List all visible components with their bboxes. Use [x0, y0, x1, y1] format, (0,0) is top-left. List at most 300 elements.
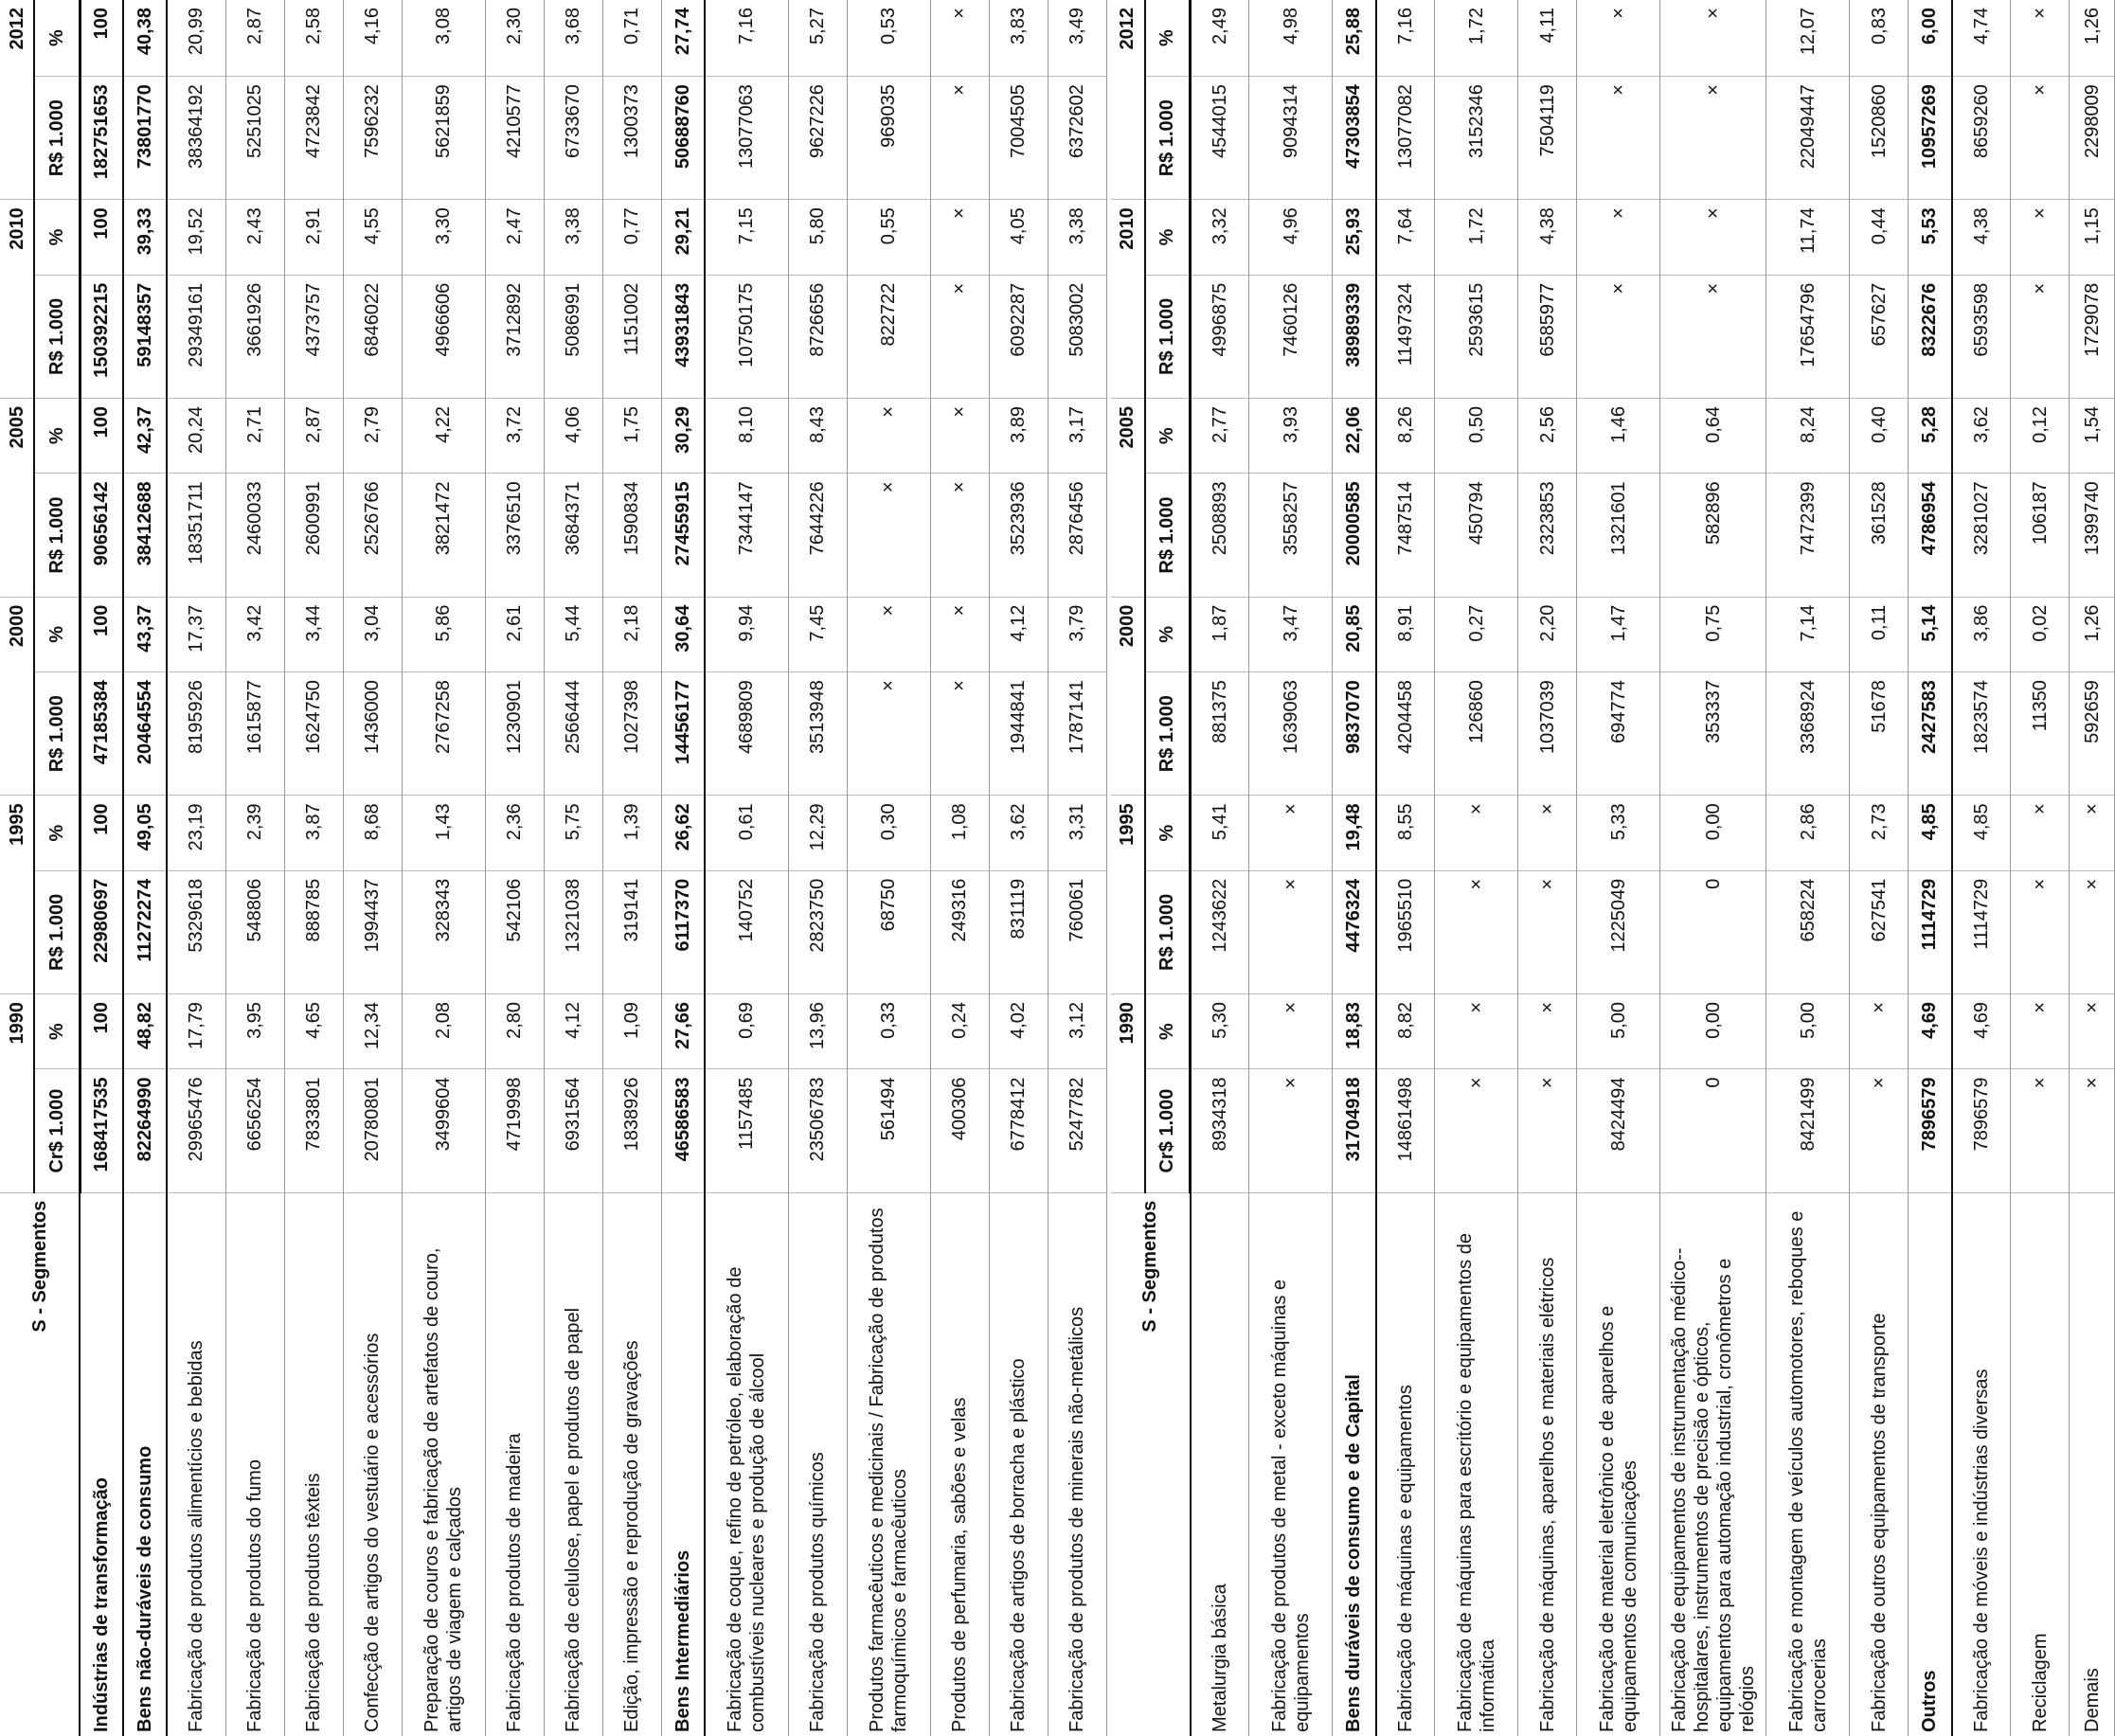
value-cell: 8726656	[788, 275, 847, 398]
value-cell: 1300373	[602, 77, 661, 200]
value-cell: 14456177	[661, 672, 705, 796]
table-row	[989, 0, 1048, 1736]
percent-cell: 3,44	[284, 597, 343, 671]
percent-cell: 2,79	[343, 398, 402, 473]
percent-cell: 5,14	[1909, 597, 1952, 671]
value-cell: 3523936	[989, 474, 1048, 597]
percent-cell: 4,65	[284, 993, 343, 1068]
year-2010: 2010	[0, 200, 34, 399]
value-cell: 13077082	[1376, 77, 1435, 200]
percent-cell: 0,50	[1435, 398, 1518, 473]
value-cell: 2566444	[544, 672, 602, 796]
percent-cell: 30,64	[661, 597, 705, 671]
percent-cell: 3,83	[989, 0, 1048, 77]
col-header: Cr$ 1.000	[34, 1069, 80, 1192]
percent-cell: 8,68	[343, 796, 402, 870]
value-cell: 10750175	[705, 275, 788, 398]
value-cell: 4723842	[284, 77, 343, 200]
percent-cell: ×	[2070, 796, 2115, 870]
percent-cell: 1,43	[402, 796, 485, 870]
table-row	[1376, 0, 1435, 1736]
percent-cell: 1,26	[2070, 597, 2115, 671]
value-cell: 881375	[1191, 672, 1249, 796]
percent-cell: 3,89	[989, 398, 1048, 473]
value-cell: 888785	[284, 870, 343, 993]
percent-cell: 4,69	[1909, 993, 1952, 1068]
value-cell: ×	[2011, 275, 2070, 398]
percent-cell: ×	[1435, 796, 1518, 870]
percent-cell: 2,58	[284, 0, 343, 77]
segment-label: Confecção de artigos do vestuário e acessórios	[343, 1192, 402, 1736]
percent-cell: 100	[80, 597, 123, 671]
value-cell: ×	[1435, 1069, 1518, 1192]
table-row	[1577, 0, 1660, 1736]
percent-cell: 0,00	[1660, 993, 1766, 1068]
value-cell: ×	[1577, 275, 1660, 398]
percent-cell: ×	[1249, 993, 1333, 1068]
segment-label: Fabricação de produtos alimentícios e bebidas	[167, 1192, 225, 1736]
value-cell: 18351711	[167, 474, 225, 597]
value-cell: 1230901	[485, 672, 544, 796]
segments-table-2	[1111, 0, 2115, 1736]
percent-cell: 12,34	[343, 993, 402, 1068]
value-cell: 2526766	[343, 474, 402, 597]
value-cell: 29965476	[167, 1069, 225, 1192]
percent-cell: 39,33	[123, 200, 167, 275]
percent-cell: 4,38	[1518, 200, 1577, 275]
percent-cell: 3,72	[485, 398, 544, 473]
percent-cell: 2,36	[485, 796, 544, 870]
percent-cell: 2,87	[284, 398, 343, 473]
percent-cell: 100	[80, 993, 123, 1068]
percent-cell: 48,82	[123, 993, 167, 1068]
table-row	[1850, 0, 1909, 1736]
col-header: %	[1145, 796, 1191, 870]
col-header: R$ 1.000	[1145, 870, 1191, 993]
value-cell: 2427583	[1909, 672, 1952, 796]
percent-cell: ×	[1435, 993, 1518, 1068]
year-header-row	[1111, 0, 1145, 1736]
percent-cell: 2,77	[1191, 398, 1249, 473]
percent-cell: 7,45	[788, 597, 847, 671]
value-cell: 627541	[1850, 870, 1909, 993]
percent-cell: 0,00	[1660, 796, 1766, 870]
value-cell: 1787141	[1048, 672, 1106, 796]
percent-cell: 20,85	[1333, 597, 1376, 671]
percent-cell: ×	[930, 200, 989, 275]
percent-cell: 3,42	[225, 597, 284, 671]
col-header: %	[1145, 993, 1191, 1068]
table-subtotal-row	[661, 0, 705, 1736]
value-cell: 4204458	[1376, 672, 1435, 796]
value-cell: 760061	[1048, 870, 1106, 993]
percent-cell: 3,17	[1048, 398, 1106, 473]
value-cell: 7504119	[1518, 77, 1577, 200]
value-cell: 6593598	[1952, 275, 2011, 398]
percent-cell: 5,00	[1577, 993, 1660, 1068]
percent-cell: 4,05	[989, 200, 1048, 275]
table-row	[788, 0, 847, 1736]
value-cell: 3281027	[1952, 474, 2011, 597]
value-cell: 10957269	[1909, 77, 1952, 200]
percent-cell: 13,96	[788, 993, 847, 1068]
percent-cell: 3,79	[1048, 597, 1106, 671]
value-cell: 182751653	[80, 77, 123, 200]
value-cell: 1321038	[544, 870, 602, 993]
value-cell: ×	[1577, 77, 1660, 200]
segment-label: Fabricação de máquinas para escritório e equipamentos de informática	[1435, 1192, 1518, 1736]
value-cell: 9094314	[1249, 77, 1333, 200]
value-cell: 1436000	[343, 672, 402, 796]
percent-cell: ×	[2011, 200, 2070, 275]
value-cell: 3821472	[402, 474, 485, 597]
percent-cell: 0,44	[1850, 200, 1909, 275]
percent-cell: 5,53	[1909, 200, 1952, 275]
percent-cell: 4,74	[1952, 0, 2011, 77]
percent-cell: 25,93	[1333, 200, 1376, 275]
percent-cell: 1,08	[930, 796, 989, 870]
percent-cell: 1,39	[602, 796, 661, 870]
value-cell: 7004505	[989, 77, 1048, 200]
percent-cell: ×	[930, 398, 989, 473]
section-label: S - Segmentos	[1111, 1192, 1191, 1736]
percent-cell: 100	[80, 0, 123, 77]
percent-cell: 2,61	[485, 597, 544, 671]
segment-label: Fabricação de máquinas, aparelhos e materiais elétricos	[1518, 1192, 1577, 1736]
percent-cell: 4,11	[1518, 0, 1577, 77]
section-label: S - Segmentos	[0, 1192, 80, 1736]
percent-cell: ×	[2011, 993, 2070, 1068]
value-cell: 0	[1660, 870, 1766, 993]
percent-cell: 4,38	[1952, 200, 2011, 275]
percent-cell: 5,30	[1191, 993, 1249, 1068]
value-cell: 1114729	[1909, 870, 1952, 993]
value-cell: 11272274	[123, 870, 167, 993]
percent-cell: 2,56	[1518, 398, 1577, 473]
value-cell: 1225049	[1577, 870, 1660, 993]
percent-cell: 2,91	[284, 200, 343, 275]
table-row	[485, 0, 544, 1736]
value-cell: 106187	[2011, 474, 2070, 597]
percent-cell: ×	[847, 597, 930, 671]
segment-label: Preparação de couros e fabricação de artefatos de couro, artigos de viagem e calçados	[402, 1192, 485, 1736]
percent-cell: 3,49	[1048, 0, 1106, 77]
value-cell: 4786954	[1909, 474, 1952, 597]
value-cell: ×	[930, 672, 989, 796]
percent-cell: 40,38	[123, 0, 167, 77]
percent-cell: ×	[1249, 796, 1333, 870]
percent-cell: 27,66	[661, 993, 705, 1068]
percent-cell: 3,95	[225, 993, 284, 1068]
percent-cell: 22,06	[1333, 398, 1376, 473]
table-row	[705, 0, 788, 1736]
col-header: %	[34, 398, 80, 473]
percent-cell: 26,62	[661, 796, 705, 870]
table-row	[847, 0, 930, 1736]
value-cell: 1520860	[1850, 77, 1909, 200]
value-cell: ×	[2011, 1069, 2070, 1192]
percent-cell: 4,22	[402, 398, 485, 473]
value-cell: 4689809	[705, 672, 788, 796]
percent-cell: 1,47	[1577, 597, 1660, 671]
year-2000: 2000	[0, 597, 34, 796]
value-cell: 8195926	[167, 672, 225, 796]
value-cell: ×	[2070, 1069, 2115, 1192]
value-cell: ×	[1435, 870, 1518, 993]
percent-cell: 0,69	[705, 993, 788, 1068]
value-cell: 20780801	[343, 1069, 402, 1192]
segment-label: Indústrias de transformação	[80, 1192, 123, 1736]
table-row	[1048, 0, 1106, 1736]
year-1995: 1995	[1111, 796, 1145, 994]
value-cell: 8322676	[1909, 275, 1952, 398]
percent-cell: 1,75	[602, 398, 661, 473]
percent-cell: 100	[80, 796, 123, 870]
percent-cell: 2,87	[225, 0, 284, 77]
year-1990: 1990	[0, 993, 34, 1192]
value-cell: 4476324	[1333, 870, 1376, 993]
percent-cell: 2,86	[1766, 796, 1850, 870]
value-cell: 150392215	[80, 275, 123, 398]
percent-cell: 3,38	[544, 200, 602, 275]
segment-label: Reciclagem	[2011, 1192, 2070, 1736]
segment-label: Bens duráveis de consumo e de Capital	[1333, 1192, 1376, 1736]
value-cell: 3712892	[485, 275, 544, 398]
value-cell: 6931564	[544, 1069, 602, 1192]
table-1-body	[80, 0, 1106, 1736]
table-row	[1518, 0, 1577, 1736]
value-cell: 1729078	[2070, 275, 2115, 398]
value-cell: 3513948	[788, 672, 847, 796]
value-cell: 1838926	[602, 1069, 661, 1192]
value-cell: 4719998	[485, 1069, 544, 1192]
value-cell: 14861498	[1376, 1069, 1435, 1192]
percent-cell: 3,30	[402, 200, 485, 275]
percent-cell: 5,28	[1909, 398, 1952, 473]
table-row	[2011, 0, 2070, 1736]
year-2005: 2005	[0, 398, 34, 597]
percent-cell: 25,88	[1333, 0, 1376, 77]
percent-cell: 1,09	[602, 993, 661, 1068]
value-cell: 1590834	[602, 474, 661, 597]
value-cell: ×	[1660, 275, 1766, 398]
percent-cell: ×	[1577, 0, 1660, 77]
percent-cell: ×	[2070, 993, 2115, 1068]
percent-cell: 3,31	[1048, 796, 1106, 870]
value-cell: 7596232	[343, 77, 402, 200]
percent-cell: 1,26	[2070, 0, 2115, 77]
year-header-row	[0, 0, 34, 1736]
value-cell: 542106	[485, 870, 544, 993]
value-cell: 694774	[1577, 672, 1660, 796]
value-cell: 5083002	[1048, 275, 1106, 398]
percent-cell: 4,85	[1909, 796, 1952, 870]
value-cell: ×	[1249, 1069, 1333, 1192]
value-cell: 11350	[2011, 672, 2070, 796]
segment-label: Outros	[1909, 1192, 1952, 1736]
percent-cell: 7,64	[1376, 200, 1435, 275]
year-2000: 2000	[1111, 597, 1145, 796]
value-cell: 1151002	[602, 275, 661, 398]
value-cell: 7644226	[788, 474, 847, 597]
percent-cell: 3,68	[544, 0, 602, 77]
value-cell: ×	[2011, 77, 2070, 200]
percent-cell: 2,30	[485, 0, 544, 77]
percent-cell: 5,41	[1191, 796, 1249, 870]
col-header: %	[34, 993, 80, 1068]
col-header: R$ 1.000	[34, 275, 80, 398]
value-cell: 582896	[1660, 474, 1766, 597]
table-row	[1766, 0, 1850, 1736]
value-cell: 400306	[930, 1069, 989, 1192]
value-cell: 17654796	[1766, 275, 1850, 398]
col-header: %	[1145, 398, 1191, 473]
value-cell: 4373757	[284, 275, 343, 398]
percent-cell: 2,08	[402, 993, 485, 1068]
value-cell: ×	[847, 474, 930, 597]
value-cell: 13077063	[705, 77, 788, 200]
percent-cell: 8,91	[1376, 597, 1435, 671]
value-cell: 8934318	[1191, 1069, 1249, 1192]
value-cell: 1624750	[284, 672, 343, 796]
value-cell: 1157485	[705, 1069, 788, 1192]
table-row	[602, 0, 661, 1736]
value-cell: 3684371	[544, 474, 602, 597]
value-cell: 831119	[989, 870, 1048, 993]
percent-cell: 0,12	[2011, 398, 2070, 473]
percent-cell: 4,85	[1952, 796, 2011, 870]
value-cell: 6585977	[1518, 275, 1577, 398]
segment-label: Bens não-duráveis de consumo	[123, 1192, 167, 1736]
segment-label: Fabricação de produtos de metal - exceto máquinas e equipamentos	[1249, 1192, 1333, 1736]
value-cell: 328343	[402, 870, 485, 993]
value-cell: 4966606	[402, 275, 485, 398]
value-cell: 2298009	[2070, 77, 2115, 200]
percent-cell: 5,00	[1766, 993, 1850, 1068]
percent-cell: 0,53	[847, 0, 930, 77]
table-subtotal-row	[1909, 0, 1952, 1736]
col-header: %	[34, 597, 80, 671]
table-row	[225, 0, 284, 1736]
col-header: R$ 1.000	[34, 77, 80, 200]
percent-cell: 0,83	[1850, 0, 1909, 77]
value-cell: 1243622	[1191, 870, 1249, 993]
percent-cell: 4,69	[1952, 993, 2011, 1068]
value-cell: ×	[847, 672, 930, 796]
segment-label: Fabricação de outros equipamentos de transporte	[1850, 1192, 1909, 1736]
percent-cell: 3,93	[1249, 398, 1333, 473]
value-cell: 3368924	[1766, 672, 1850, 796]
year-2005: 2005	[1111, 398, 1145, 597]
value-cell: 90656142	[80, 474, 123, 597]
value-cell: 22049447	[1766, 77, 1850, 200]
value-cell: 319141	[602, 870, 661, 993]
percent-cell: 4,16	[343, 0, 402, 77]
value-cell: 1965510	[1376, 870, 1435, 993]
segment-label: Fabricação de material eletrônico e de aparelhos e equipamentos de comunicações	[1577, 1192, 1660, 1736]
value-cell: 68750	[847, 870, 930, 993]
value-cell: 2767258	[402, 672, 485, 796]
table-row	[167, 0, 225, 1736]
percent-cell: 0,11	[1850, 597, 1909, 671]
percent-cell: 2,39	[225, 796, 284, 870]
year-2010: 2010	[1111, 200, 1145, 399]
value-cell: ×	[930, 474, 989, 597]
value-cell: 548806	[225, 870, 284, 993]
segment-label: Fabricação de equipamentos de instrumentação médico--hospitalares, instrumentos de precisão e ópticos, equipamentos para automação industrial, cronômetros e relógios	[1660, 1192, 1766, 1736]
percent-cell: ×	[930, 597, 989, 671]
percent-cell: 2,71	[225, 398, 284, 473]
value-cell: ×	[2070, 870, 2115, 993]
year-2012: 2012	[1111, 0, 1145, 200]
col-header: R$ 1.000	[1145, 275, 1191, 398]
value-cell: 7833801	[284, 1069, 343, 1192]
value-cell: 11497324	[1376, 275, 1435, 398]
percent-cell: 1,72	[1435, 0, 1518, 77]
value-cell: 2593615	[1435, 275, 1518, 398]
value-cell: 1114729	[1952, 870, 2011, 993]
value-cell: 969035	[847, 77, 930, 200]
percent-cell: 5,33	[1577, 796, 1660, 870]
year-1990: 1990	[1111, 993, 1145, 1192]
value-cell: 8421499	[1766, 1069, 1850, 1192]
percent-cell: 1,54	[2070, 398, 2115, 473]
percent-cell: 2,18	[602, 597, 661, 671]
percent-cell: 20,24	[167, 398, 225, 473]
percent-cell: 4,98	[1249, 0, 1333, 77]
value-cell: 450794	[1435, 474, 1518, 597]
percent-cell: 18,83	[1333, 993, 1376, 1068]
percent-cell: 1,15	[2070, 200, 2115, 275]
percent-cell: 3,38	[1048, 200, 1106, 275]
value-cell: 7344147	[705, 474, 788, 597]
percent-cell: 8,55	[1376, 796, 1435, 870]
segment-label: Fabricação de produtos químicos	[788, 1192, 847, 1736]
value-cell: 1615877	[225, 672, 284, 796]
percent-cell: 5,44	[544, 597, 602, 671]
value-cell: 7896579	[1909, 1069, 1952, 1192]
value-cell: 168417535	[80, 1069, 123, 1192]
table-row	[544, 0, 602, 1736]
percent-cell: 20,99	[167, 0, 225, 77]
table-row	[1660, 0, 1766, 1736]
value-cell: 29349161	[167, 275, 225, 398]
value-cell: 0	[1660, 1069, 1766, 1192]
col-header: Cr$ 1.000	[1145, 1069, 1191, 1192]
table-row	[1249, 0, 1333, 1736]
col-header: %	[1145, 200, 1191, 275]
percent-cell: 2,20	[1518, 597, 1577, 671]
value-cell: 73801770	[123, 77, 167, 200]
value-cell: 657627	[1850, 275, 1909, 398]
value-cell: 59148357	[123, 275, 167, 398]
value-cell: 8659260	[1952, 77, 2011, 200]
value-cell: 140752	[705, 870, 788, 993]
percent-cell: ×	[847, 398, 930, 473]
percent-cell: 5,86	[402, 597, 485, 671]
col-header: %	[1145, 597, 1191, 671]
percent-cell: 7,14	[1766, 597, 1850, 671]
percent-cell: 0,75	[1660, 597, 1766, 671]
value-cell: 1994437	[343, 870, 402, 993]
value-cell: 6372602	[1048, 77, 1106, 200]
value-cell: 1399740	[2070, 474, 2115, 597]
segment-label: Fabricação de artigos de borracha e plástico	[989, 1192, 1048, 1736]
value-cell: 7472399	[1766, 474, 1850, 597]
percent-cell: 2,43	[225, 200, 284, 275]
percent-cell: 2,73	[1850, 796, 1909, 870]
percent-cell: 3,62	[1952, 398, 2011, 473]
